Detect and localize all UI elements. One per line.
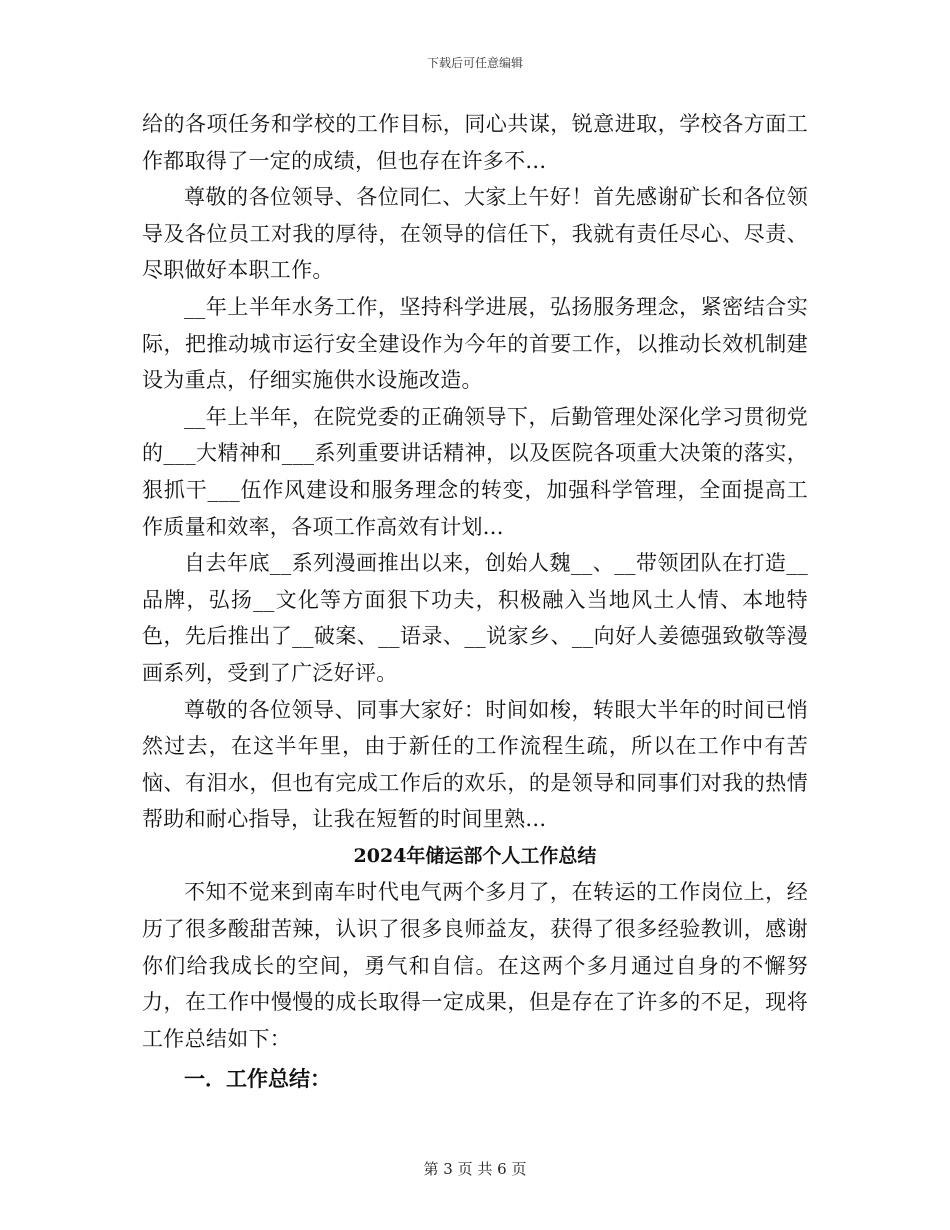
- paragraph-continuation: 给的各项任务和学校的工作目标，同心共谋，锐意进取，学校各方面工作都取得了一定的成绩，但也存在许多不...: [142, 112, 808, 173]
- article-intro: 不知不觉来到南车时代电气两个多月了，在转运的工作岗位上，经历了很多酸甜苦辣，认识了很多良师益友，获得了很多经验教训，感谢你们给我成长的空间，勇气和自信。在这两个多月通过自身的不懈努力，在工作中慢慢的成长取得一定成果，但是存在了许多的不足，现将工作总结如下：: [142, 880, 808, 1051]
- page-number: 第 3 页 共 6 页: [423, 1160, 527, 1178]
- document-body: [142, 106, 808, 1098]
- article-title: 2024年储运部个人工作总结: [353, 844, 597, 867]
- paragraph-half-year: 尊敬的各位领导、同事大家好：时间如梭，转眼大半年的时间已悄然过去，在这半年里，由于新任的工作流程生疏，所以在工作中有苦恼、有泪水，但也有完成工作后的欢乐，的是领导和同事们对我的热情帮助和耐心指导，让我在短暂的时间里熟...: [142, 697, 808, 832]
- section-heading: 一．工作总结：: [184, 1066, 331, 1092]
- page-header: 下载后可任意编辑: [426, 56, 523, 70]
- paragraph-water-affairs: __年上半年水务工作，坚持科学进展，弘扬服务理念，紧密结合实际，把推动城市运行安全建设作为今年的首要工作，以推动长效机制建设为重点，仔细实施供水设施改造。: [142, 294, 808, 393]
- paragraph-greeting: 尊敬的各位领导、各位同仁、大家上午好！首先感谢矿长和各位领导及各位员工对我的厚待，在领导的信任下，我就有责任尽心、尽责、尽职做好本职工作。: [142, 185, 808, 283]
- paragraph-logistics: __年上半年，在院党委的正确领导下，后勤管理处深化学习贯彻党的___大精神和___系列重要讲话精神，以及医院各项重大决策的落实，狠抓干___伍作风建设和服务理念的转变，加强科学管理，全面提高工作质量和效率，各项工作高效有计划...: [142, 404, 808, 539]
- paragraph-comics: 自去年底__系列漫画推出以来，创始人魏__、__带领团队在打造__品牌，弘扬__文化等方面狠下功夫，积极融入当地风土人情、本地特色，先后推出了__破案、__语录、__说家乡、__向好人姜德强致敬等漫画系列，受到了广泛好评。: [142, 551, 808, 685]
